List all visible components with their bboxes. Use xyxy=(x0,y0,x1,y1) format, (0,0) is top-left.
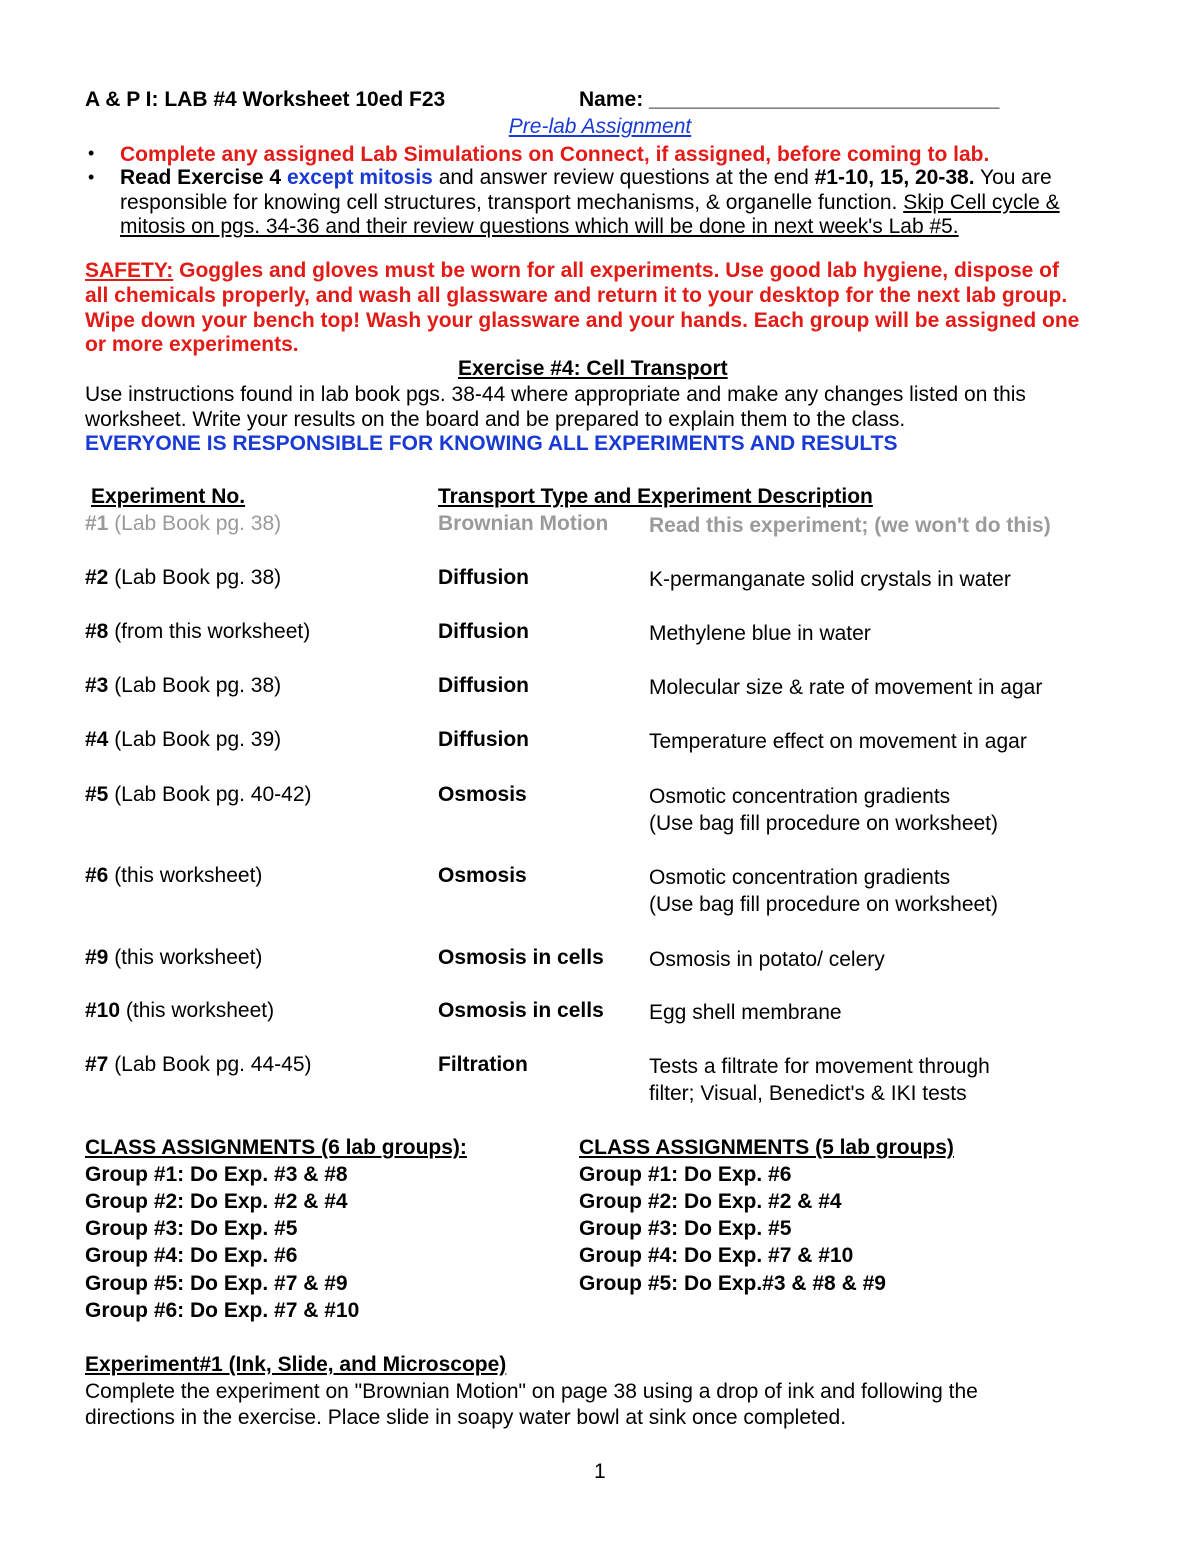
text-read-exercise: Read Exercise 4 xyxy=(120,166,287,189)
text-answer: and answer review questions at the end xyxy=(432,166,815,189)
safety-line-3: Wipe down your bench top! Wash your glassware and your hands. Each group will be assigned one xyxy=(85,309,1080,332)
assignment-6-group-2: Group #2: Do Exp. #2 & #4 xyxy=(85,1190,348,1213)
transport-type: Diffusion xyxy=(438,728,529,751)
text-you-are: You are xyxy=(974,166,1052,189)
prelab-bullet-2 xyxy=(120,166,1052,190)
table-row xyxy=(85,1053,1115,1103)
exp-description: Osmotic concentration gradients (Use bag fill procedure on worksheet) xyxy=(649,785,999,835)
transport-type: Osmosis xyxy=(438,783,527,806)
table-row xyxy=(85,620,1115,670)
transport-type: Diffusion xyxy=(438,620,529,643)
exp-description: Egg shell membrane xyxy=(649,1001,842,1024)
table-row xyxy=(85,674,1115,724)
exp-description: Tests a filtrate for movement through filter; Visual, Benedict's & IKI tests xyxy=(649,1055,990,1105)
exp-description: Methylene blue in water xyxy=(649,622,871,645)
text-skip-cell-cycle: Skip Cell cycle & xyxy=(903,191,1060,214)
prelab-bullet-2-line-3: mitosis on pgs. 34-36 and their review questions which will be done in next week's Lab #5. xyxy=(120,215,959,238)
safety-line-2: all chemicals properly, and wash all glassware and return it to your desktop for the next lab group. xyxy=(85,284,1068,307)
experiment-1-text-1: Complete the experiment on "Brownian Motion" on page 38 using a drop of ink and following the xyxy=(85,1380,978,1403)
table-row xyxy=(85,946,1115,996)
bullet-icon: • xyxy=(88,143,95,163)
text-responsible: responsible for knowing cell structures, transport mechanisms, & organelle function. xyxy=(120,191,904,214)
table-row xyxy=(85,512,1115,562)
transport-type: Filtration xyxy=(438,1053,528,1076)
transport-type: Diffusion xyxy=(438,674,529,697)
prelab-bullet-2-line-2 xyxy=(120,191,1060,215)
table-row xyxy=(85,566,1115,616)
name-blank: ______________________________ xyxy=(649,88,1000,111)
assignments-5-heading: CLASS ASSIGNMENTS (5 lab groups) xyxy=(579,1136,954,1159)
transport-type: Brownian Motion xyxy=(438,512,609,535)
assignments-6-heading: CLASS ASSIGNMENTS (6 lab groups): xyxy=(85,1136,467,1159)
exp-description: Read this experiment; (we won't do this) xyxy=(649,514,1051,537)
col-header-transport: Transport Type and Experiment Description xyxy=(438,485,873,508)
exercise-heading: Exercise #4: Cell Transport xyxy=(458,357,728,380)
safety-line-4: or more experiments. xyxy=(85,333,299,356)
assignment-6-group-3: Group #3: Do Exp. #5 xyxy=(85,1217,298,1240)
exp-description: K-permanganate solid crystals in water xyxy=(649,568,1011,591)
exercise-instructions-1: Use instructions found in lab book pgs. 38-44 where appropriate and make any changes listed on this xyxy=(85,383,1026,406)
exp-ref: #3 (Lab Book pg. 38) xyxy=(85,674,282,697)
assignment-5-group-5: Group #5: Do Exp.#3 & #8 & #9 xyxy=(579,1272,886,1295)
exp-ref: #8 (from this worksheet) xyxy=(85,620,311,643)
exp-ref: #1 (Lab Book pg. 38) xyxy=(85,512,282,535)
exp-ref: #2 (Lab Book pg. 38) xyxy=(85,566,282,589)
exp-ref: #6 (this worksheet) xyxy=(85,864,263,887)
page-number: 1 xyxy=(594,1460,606,1483)
transport-type: Osmosis in cells xyxy=(438,999,604,1022)
exp-ref: #5 (Lab Book pg. 40-42) xyxy=(85,783,312,806)
safety-line-1 xyxy=(85,259,1059,283)
name-field xyxy=(579,88,999,112)
transport-type: Osmosis in cells xyxy=(438,946,604,969)
exp-ref: #10 (this worksheet) xyxy=(85,999,275,1022)
table-row xyxy=(85,783,1115,833)
exp-ref: #4 (Lab Book pg. 39) xyxy=(85,728,282,751)
worksheet-title: A & P I: LAB #4 Worksheet 10ed F23 xyxy=(85,88,446,111)
exercise-instructions-2: worksheet. Write your results on the board and be prepared to explain them to the class. xyxy=(85,408,906,431)
assignment-5-group-1: Group #1: Do Exp. #6 xyxy=(579,1163,792,1186)
name-label: Name: xyxy=(579,88,650,111)
safety-label: SAFETY: xyxy=(85,259,174,282)
experiment-1-heading: Experiment#1 (Ink, Slide, and Microscope) xyxy=(85,1353,507,1376)
exp-description: Osmosis in potato/ celery xyxy=(649,948,885,971)
table-row xyxy=(85,999,1115,1049)
experiment-1-text-2: directions in the exercise. Place slide in soapy water bowl at sink once completed. xyxy=(85,1406,847,1429)
prelab-heading: Pre-lab Assignment xyxy=(508,115,692,138)
assignment-6-group-6: Group #6: Do Exp. #7 & #10 xyxy=(85,1299,360,1322)
transport-type: Diffusion xyxy=(438,566,529,589)
bullet-icon: • xyxy=(88,167,95,187)
table-row xyxy=(85,864,1115,914)
assignment-6-group-4: Group #4: Do Exp. #6 xyxy=(85,1244,298,1267)
text-except-mitosis: except mitosis xyxy=(286,166,433,189)
exp-description: Molecular size & rate of movement in agar xyxy=(649,676,1043,699)
exp-ref: #7 (Lab Book pg. 44-45) xyxy=(85,1053,312,1076)
exp-description: Temperature effect on movement in agar xyxy=(649,730,1027,753)
assignment-5-group-3: Group #3: Do Exp. #5 xyxy=(579,1217,792,1240)
transport-type: Osmosis xyxy=(438,864,527,887)
prelab-bullet-1: Complete any assigned Lab Simulations on Connect, if assigned, before coming to lab. xyxy=(120,143,990,166)
safety-text-1: Goggles and gloves must be worn for all experiments. Use good lab hygiene, dispose of xyxy=(173,259,1059,282)
everyone-responsible: EVERYONE IS RESPONSIBLE FOR KNOWING ALL EXPERIMENTS AND RESULTS xyxy=(85,432,898,455)
table-row xyxy=(85,728,1115,778)
assignment-5-group-4: Group #4: Do Exp. #7 & #10 xyxy=(579,1244,854,1267)
assignment-5-group-2: Group #2: Do Exp. #2 & #4 xyxy=(579,1190,842,1213)
col-header-experiment: Experiment No. xyxy=(91,485,246,508)
text-question-numbers: #1-10, 15, 20-38. xyxy=(814,166,975,189)
exp-ref: #9 (this worksheet) xyxy=(85,946,263,969)
exp-description: Osmotic concentration gradients (Use bag fill procedure on worksheet) xyxy=(649,866,999,916)
assignment-6-group-1: Group #1: Do Exp. #3 & #8 xyxy=(85,1163,348,1186)
assignment-6-group-5: Group #5: Do Exp. #7 & #9 xyxy=(85,1272,348,1295)
